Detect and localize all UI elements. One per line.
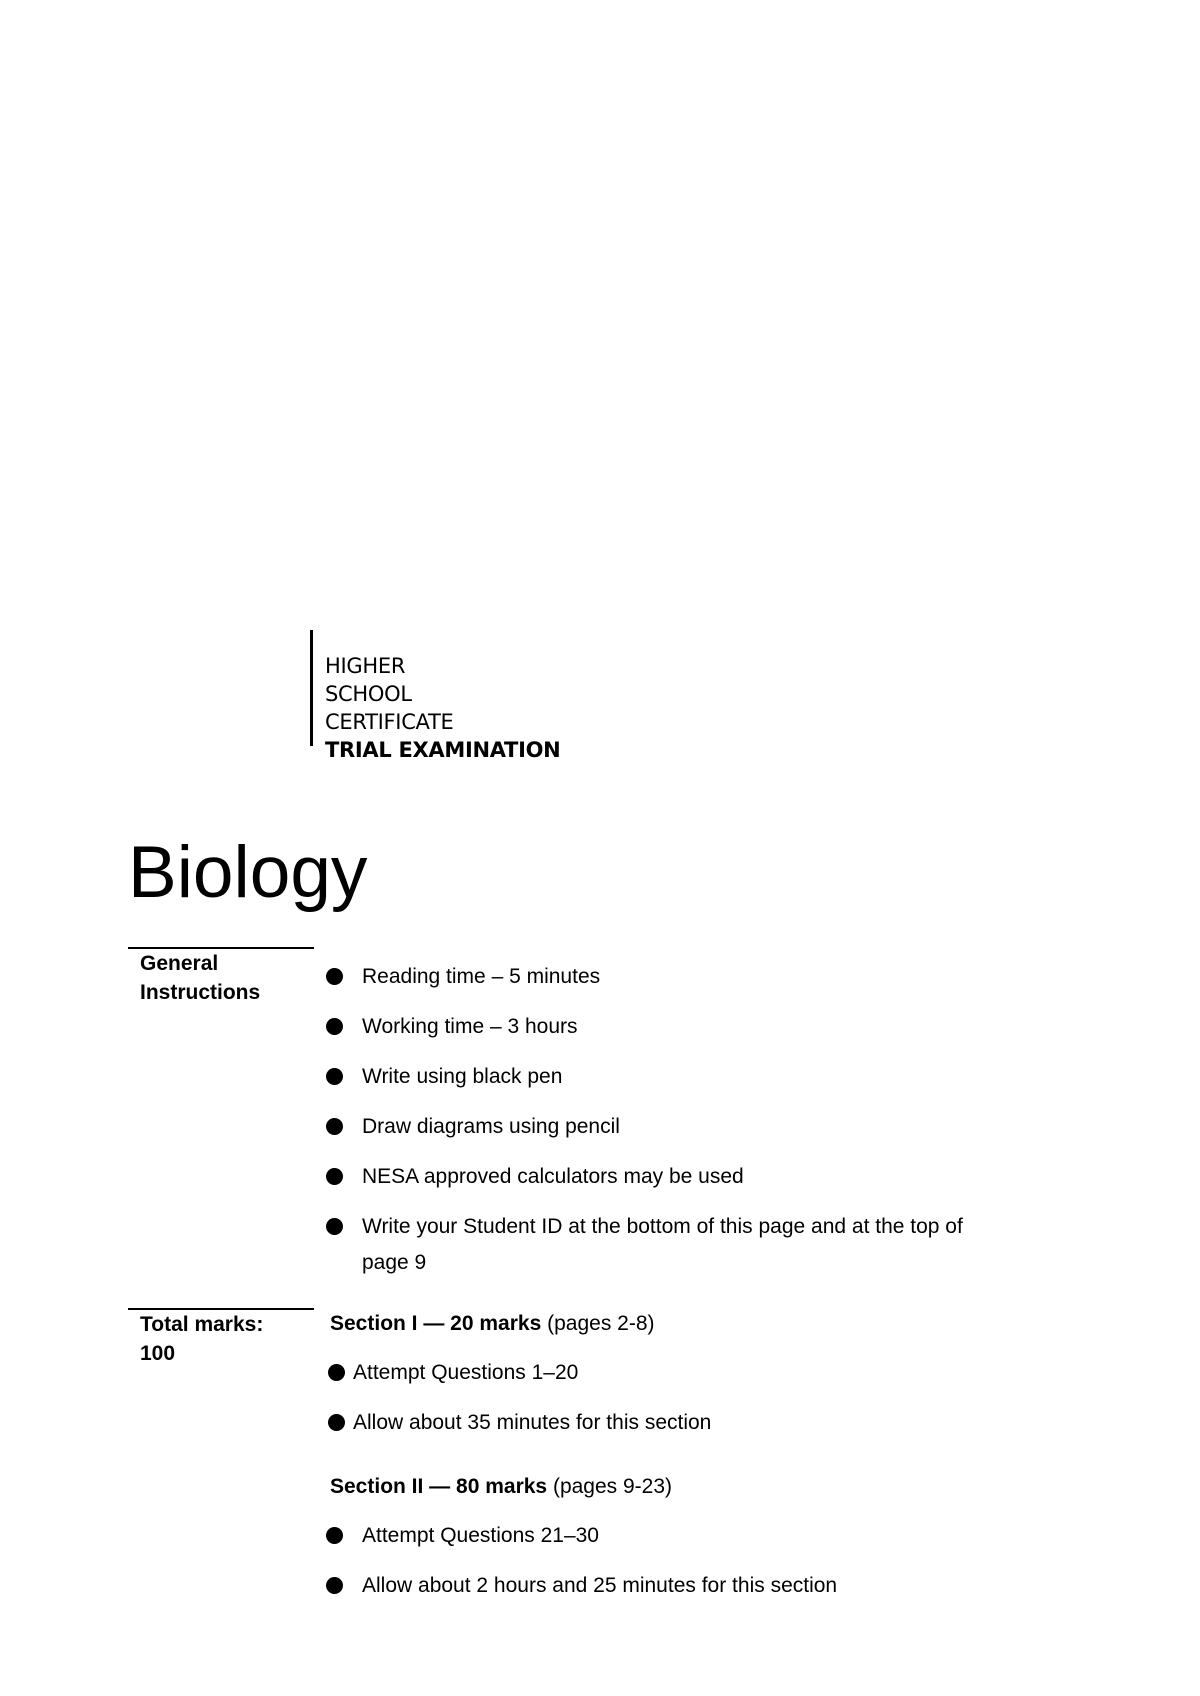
bullet-icon <box>326 1527 343 1544</box>
instruction-text: Reading time – 5 minutes <box>362 965 601 988</box>
instruction-text: Draw diagrams using pencil <box>362 1115 620 1138</box>
bullet-icon <box>328 1364 345 1381</box>
section-2-title: Section II — 80 marks <box>330 1475 548 1498</box>
instruction-item <box>326 1209 966 1281</box>
header-line-school: SCHOOL <box>325 682 412 706</box>
section-2-item-text: Allow about 2 hours and 25 minutes for this section <box>362 1574 838 1597</box>
header-line-certificate: CERTIFICATE <box>325 710 454 734</box>
bullet-icon <box>326 1018 343 1035</box>
section-2-item-text: Attempt Questions 21–30 <box>362 1524 599 1547</box>
instruction-item <box>326 1059 966 1095</box>
instruction-text: Working time – 3 hours <box>362 1015 578 1038</box>
instruction-text: Write using black pen <box>362 1065 563 1088</box>
instruction-text: Write your Student ID at the bottom of this page and at the top of page 9 <box>362 1215 963 1274</box>
header-line-higher: HIGHER <box>325 654 406 678</box>
section-1-pages: (pages 2-8) <box>547 1312 655 1335</box>
section-2-pages: (pages 9-23) <box>552 1475 673 1498</box>
bullet-icon <box>326 1118 343 1135</box>
total-marks-label-text: Total marks: <box>140 1313 264 1336</box>
section-1-item-text: Attempt Questions 1–20 <box>353 1361 579 1384</box>
total-marks-label <box>140 1310 310 1368</box>
section-1-title: Section I — 20 marks <box>330 1312 542 1335</box>
section-1-heading <box>330 1309 655 1339</box>
section-1-item-text: Allow about 35 minutes for this section <box>353 1411 712 1434</box>
instruction-item <box>326 959 966 995</box>
bullet-icon <box>326 1168 343 1185</box>
instruction-item <box>326 1009 966 1045</box>
section-1-item <box>328 1355 578 1391</box>
instruction-text: NESA approved calculators may be used <box>362 1165 744 1188</box>
bullet-icon <box>326 1218 343 1235</box>
instruction-item <box>326 1109 966 1145</box>
total-marks-value: 100 <box>140 1342 176 1365</box>
section-2-heading <box>330 1472 672 1502</box>
bullet-icon <box>328 1414 345 1431</box>
bullet-icon <box>326 1068 343 1085</box>
section-2-item <box>326 1518 599 1554</box>
section-2-item <box>326 1568 837 1604</box>
header-line-trial-examination: TRIAL EXAMINATION <box>325 738 561 762</box>
document-title: Biology <box>128 832 368 913</box>
header-vertical-bar <box>310 630 313 746</box>
section-1-item <box>328 1405 711 1441</box>
instruction-item <box>326 1159 966 1195</box>
bullet-icon <box>326 968 343 985</box>
bullet-icon <box>326 1577 343 1594</box>
general-instructions-label: General Instructions <box>140 952 261 1004</box>
